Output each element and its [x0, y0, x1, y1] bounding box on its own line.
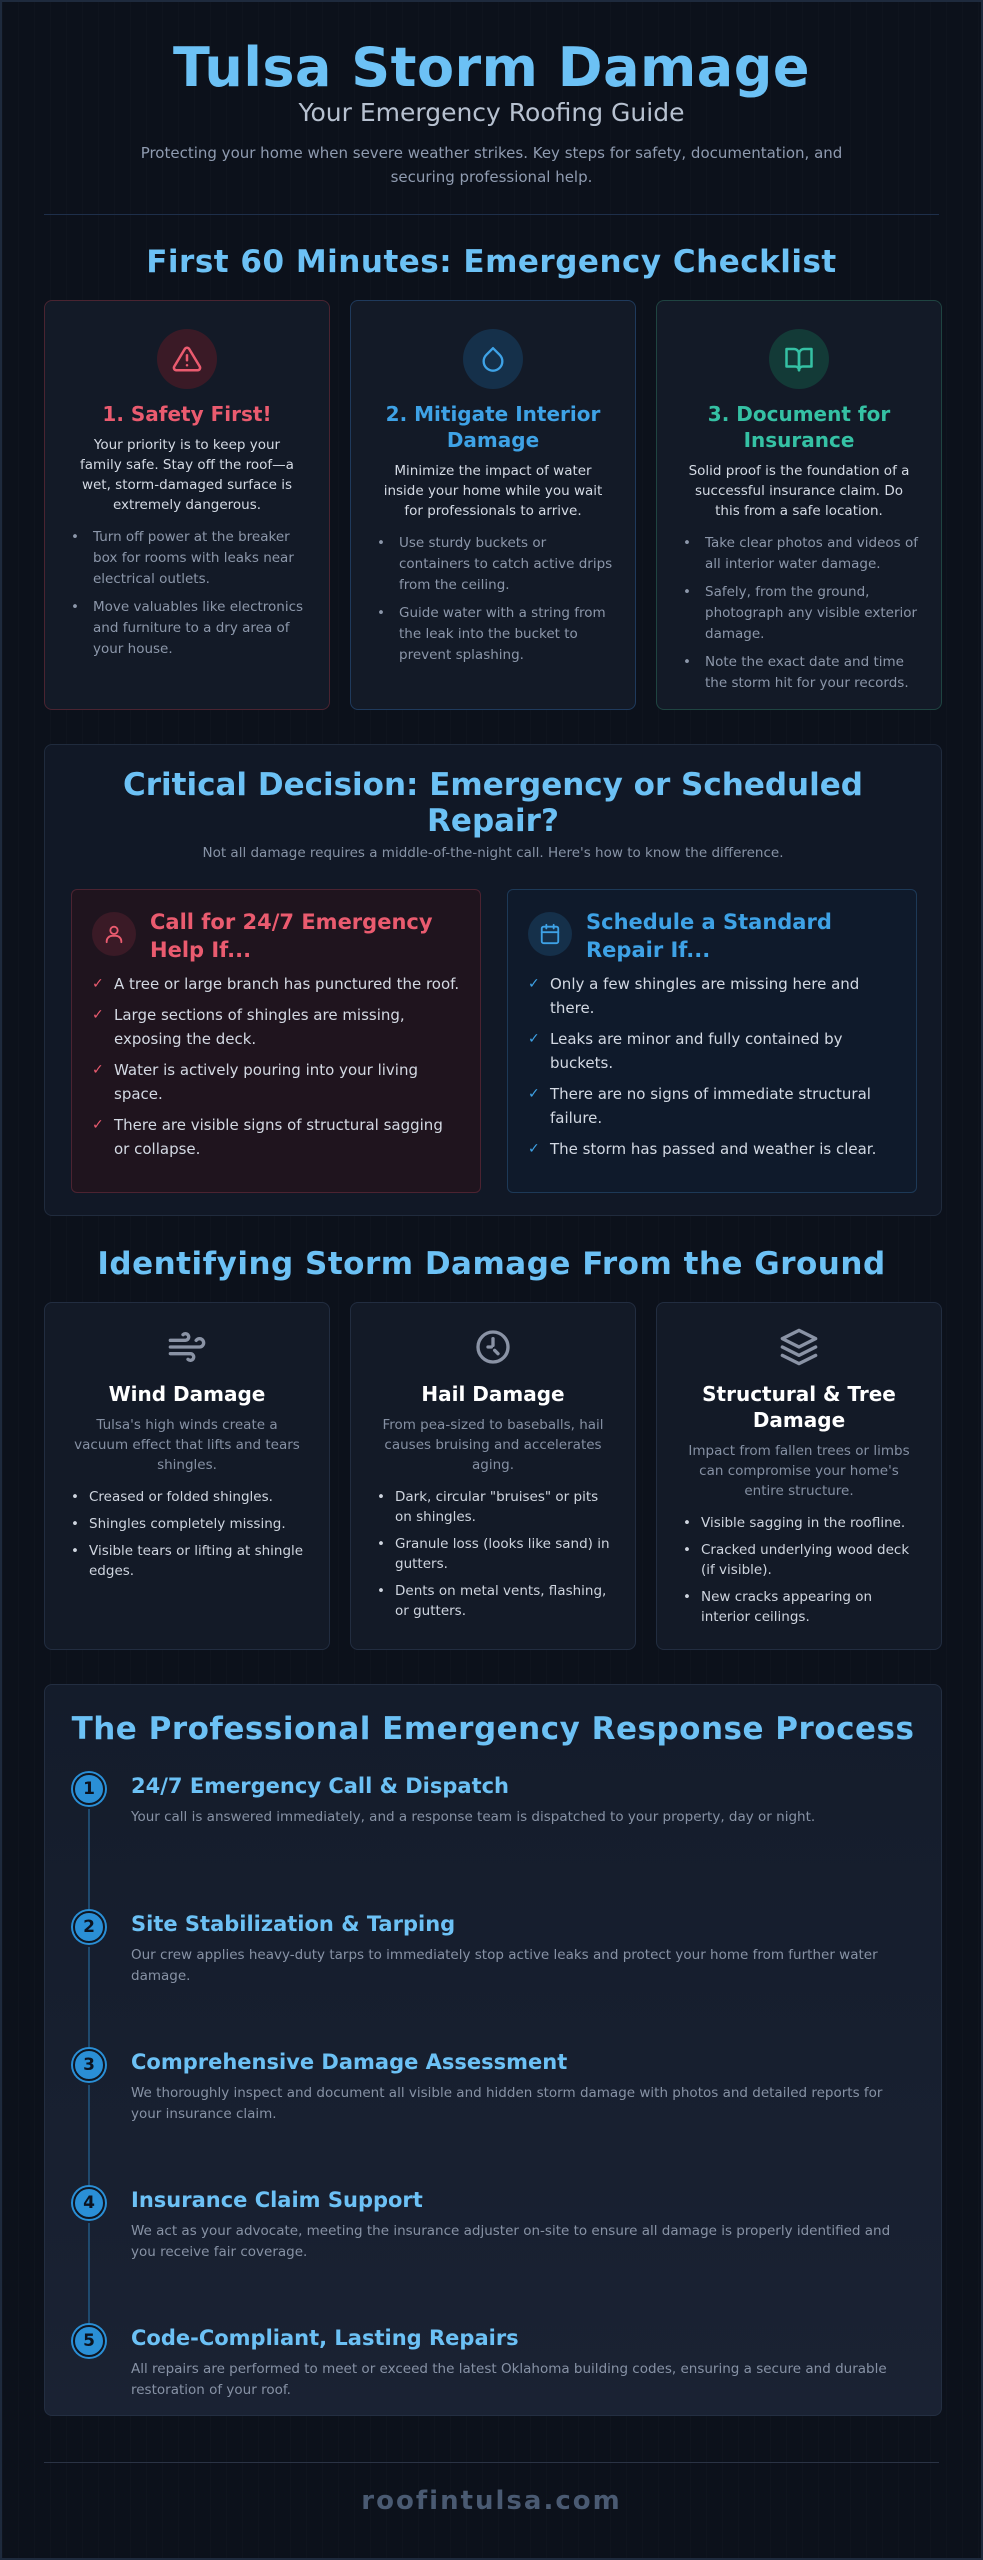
- check-icon: ✓: [92, 1007, 104, 1023]
- checklist-card-document: [656, 300, 942, 710]
- list-item-text: A tree or large branch has punctured the roof.: [114, 975, 460, 993]
- step-number: 4: [73, 2187, 105, 2219]
- check-icon: ✓: [528, 1031, 540, 1047]
- decision-subtitle: Not all damage requires a middle-of-the-night call. Here's how to know the difference.: [202, 845, 784, 861]
- check-icon: ✓: [528, 976, 540, 992]
- card-intro: Minimize the impact of water inside your home while you wait for professionals to arrive.: [383, 463, 603, 519]
- process-step: [73, 2187, 913, 2325]
- list-item: • Shingles completely missing.: [69, 1514, 309, 1534]
- step-connector: [88, 2085, 90, 2185]
- list-item: [528, 1082, 898, 1130]
- scheduled-list: [528, 972, 898, 1168]
- damage-list: [681, 1513, 921, 1634]
- step-connector: [88, 1809, 90, 1909]
- card-heading: 2. Mitigate Interior Damage: [385, 402, 601, 452]
- page-description: Protecting your home when severe weather strikes. Key steps for safety, documentation, and securing professional help.: [140, 144, 843, 186]
- calendar-icon: [528, 912, 572, 956]
- water-drop-icon: [463, 329, 523, 389]
- checklist-title: First 60 Minutes: Emergency Checklist: [146, 244, 837, 280]
- step-text: We act as your advocate, meeting the insurance adjuster on-site to ensure all damage is properly identified and you receive fair coverage.: [131, 2223, 891, 2260]
- damage-title: Identifying Storm Damage From the Ground: [97, 1246, 886, 1282]
- card-intro: Solid proof is the foundation of a successful insurance claim. Do this from a safe location.: [688, 463, 910, 519]
- list-item: [528, 1137, 898, 1161]
- step-heading: Insurance Claim Support: [131, 2188, 423, 2212]
- check-icon: ✓: [92, 1117, 104, 1133]
- process-step: [73, 2049, 913, 2187]
- list-item-text: Water is actively pouring into your living space.: [114, 1061, 419, 1103]
- damage-heading: Structural & Tree Damage: [702, 1382, 896, 1432]
- decision-panel: [44, 744, 942, 1216]
- damage-list: [69, 1487, 309, 1588]
- process-step: [73, 2325, 913, 2405]
- checklist-card-mitigate: [350, 300, 636, 710]
- list-item: [92, 1003, 462, 1051]
- damage-heading: Wind Damage: [108, 1382, 266, 1406]
- damage-intro: From pea-sized to baseballs, hail causes bruising and accelerates aging.: [382, 1417, 604, 1473]
- open-book-icon: [769, 329, 829, 389]
- page-subtitle: Your Emergency Roofing Guide: [298, 98, 685, 127]
- check-icon: ✓: [92, 976, 104, 992]
- list-item: • Safely, from the ground, photograph any visible exterior damage.: [681, 582, 919, 645]
- emergency-choice-card: [71, 889, 481, 1193]
- damage-heading: Hail Damage: [421, 1382, 565, 1406]
- list-item: [528, 972, 898, 1020]
- step-number: 1: [73, 1773, 105, 1805]
- step-heading: Comprehensive Damage Assessment: [131, 2050, 568, 2074]
- hail-target-icon: [471, 1325, 515, 1369]
- list-item-text: There are visible signs of structural sagging or collapse.: [114, 1116, 443, 1158]
- step-text: All repairs are performed to meet or exceed the latest Oklahoma building codes, ensuring a secure and durable restoration of your roof.: [131, 2361, 887, 2398]
- warning-triangle-icon: [157, 329, 217, 389]
- card-heading: 1. Safety First!: [102, 402, 272, 426]
- list-item: • Visible sagging in the roofline.: [681, 1513, 921, 1533]
- list-item: [92, 1113, 462, 1161]
- wind-icon: [165, 1325, 209, 1369]
- process-panel: [44, 1684, 942, 2416]
- step-number: 2: [73, 1911, 105, 1943]
- list-item: • Visible tears or lifting at shingle edges.: [69, 1541, 309, 1581]
- list-item: • New cracks appearing on interior ceilings.: [681, 1587, 921, 1627]
- process-title: The Professional Emergency Response Process: [71, 1711, 915, 1747]
- damage-card-wind: [44, 1302, 330, 1650]
- damage-intro: Tulsa's high winds create a vacuum effect that lifts and tears shingles.: [74, 1417, 300, 1473]
- list-item: • Cracked underlying wood deck (if visible).: [681, 1540, 921, 1580]
- check-icon: ✓: [528, 1141, 540, 1157]
- step-text: Your call is answered immediately, and a response team is dispatched to your property, day or night.: [131, 1809, 816, 1825]
- list-item: • Note the exact date and time the storm hit for your records.: [681, 652, 919, 694]
- damage-intro: Impact from fallen trees or limbs can compromise your home's entire structure.: [688, 1443, 910, 1499]
- step-text: Our crew applies heavy-duty tarps to immediately stop active leaks and protect your home from further water damage.: [131, 1947, 878, 1984]
- step-heading: 24/7 Emergency Call & Dispatch: [131, 1774, 509, 1798]
- footer-divider: [44, 2462, 939, 2463]
- list-item: [92, 1058, 462, 1106]
- list-item: • Granule loss (looks like sand) in gutters.: [375, 1534, 615, 1574]
- card-heading: 3. Document for Insurance: [707, 402, 891, 452]
- list-item: • Turn off power at the breaker box for rooms with leaks near electrical outlets.: [69, 527, 307, 590]
- step-text: We thoroughly inspect and document all visible and hidden storm damage with photos and detailed reports for your insurance claim.: [131, 2085, 883, 2122]
- check-icon: ✓: [528, 1086, 540, 1102]
- person-alert-icon: [92, 912, 136, 956]
- list-item-text: Leaks are minor and fully contained by buckets.: [550, 1030, 843, 1072]
- checklist-card-safety: [44, 300, 330, 710]
- list-item: [528, 1027, 898, 1075]
- check-icon: ✓: [92, 1062, 104, 1078]
- damage-card-hail: [350, 1302, 636, 1650]
- process-step: [73, 1911, 913, 2049]
- list-item: • Use sturdy buckets or containers to catch active drips from the ceiling.: [375, 533, 613, 596]
- layers-icon: [777, 1325, 821, 1369]
- list-item-text: Large sections of shingles are missing, exposing the deck.: [114, 1006, 405, 1048]
- step-number: 3: [73, 2049, 105, 2081]
- list-item: • Creased or folded shingles.: [69, 1487, 309, 1507]
- header-divider: [44, 214, 939, 215]
- scheduled-heading: Schedule a Standard Repair If...: [586, 910, 832, 962]
- list-item: • Take clear photos and videos of all interior water damage.: [681, 533, 919, 575]
- list-item: • Dents on metal vents, flashing, or gutters.: [375, 1581, 615, 1621]
- decision-title: Critical Decision: Emergency or Scheduled Repair?: [123, 767, 863, 839]
- scheduled-choice-card: [507, 889, 917, 1193]
- list-item-text: The storm has passed and weather is clear.: [550, 1140, 877, 1158]
- card-intro: Your priority is to keep your family safe. Stay off the roof—a wet, storm-damaged surface is extremely dangerous.: [80, 437, 294, 513]
- footer-site-link[interactable]: roofintulsa.com: [361, 2486, 622, 2516]
- card-list: [69, 527, 307, 667]
- step-connector: [88, 1947, 90, 2047]
- step-connector: [88, 2223, 90, 2323]
- list-item: [92, 972, 462, 996]
- emergency-list: [92, 972, 462, 1168]
- step-number: 5: [73, 2325, 105, 2357]
- card-list: [681, 533, 919, 701]
- damage-card-structural: [656, 1302, 942, 1650]
- list-item-text: There are no signs of immediate structural failure.: [550, 1085, 871, 1127]
- card-list: [375, 533, 613, 673]
- list-item: • Move valuables like electronics and furniture to a dry area of your house.: [69, 597, 307, 660]
- step-heading: Site Stabilization & Tarping: [131, 1912, 456, 1936]
- process-step: [73, 1773, 913, 1911]
- emergency-heading: Call for 24/7 Emergency Help If...: [150, 910, 433, 962]
- list-item: • Guide water with a string from the leak into the bucket to prevent splashing.: [375, 603, 613, 666]
- list-item: • Dark, circular "bruises" or pits on shingles.: [375, 1487, 615, 1527]
- damage-list: [375, 1487, 615, 1628]
- list-item-text: Only a few shingles are missing here and there.: [550, 975, 860, 1017]
- page-title: Tulsa Storm Damage: [173, 36, 810, 99]
- step-heading: Code-Compliant, Lasting Repairs: [131, 2326, 519, 2350]
